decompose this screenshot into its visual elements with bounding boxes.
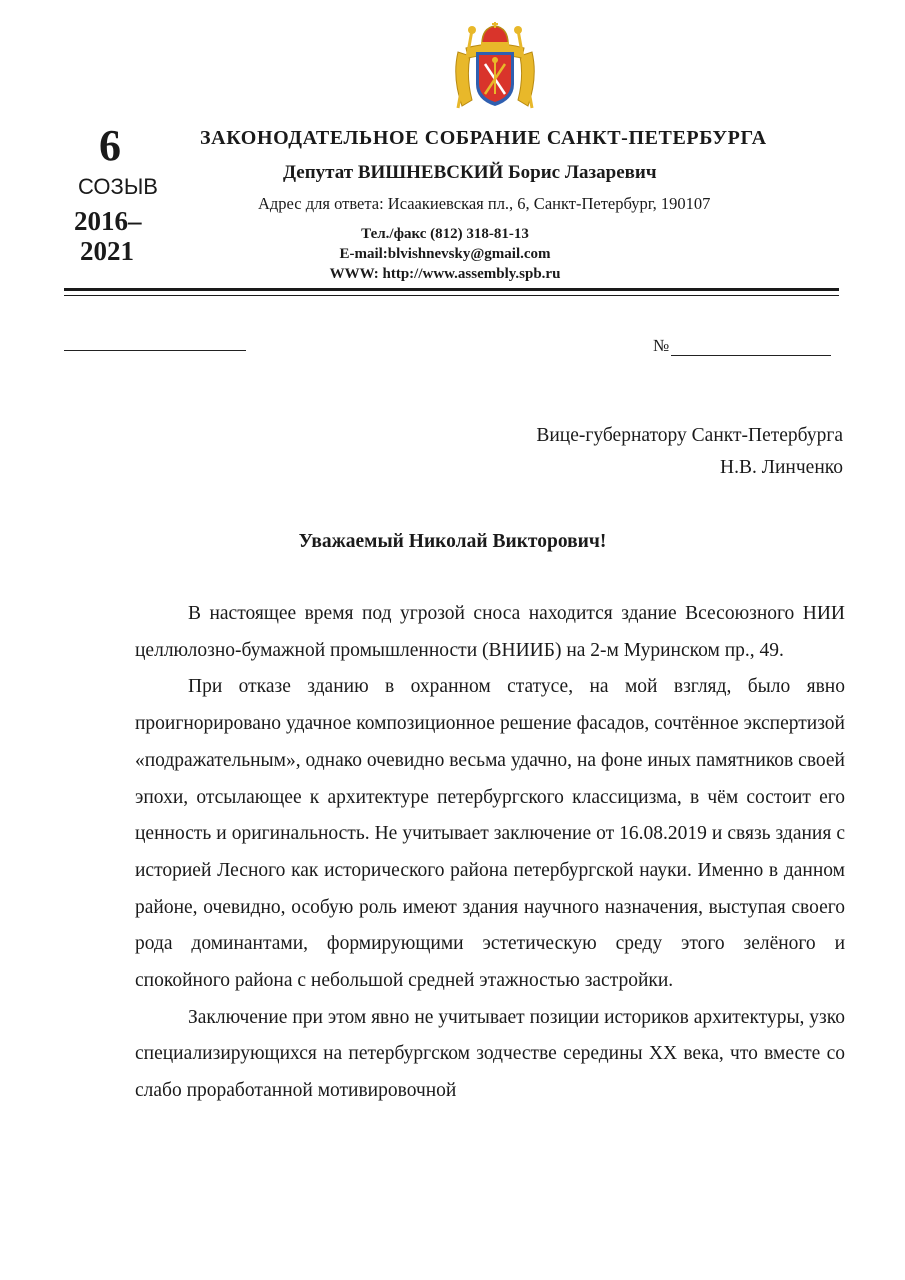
body-paragraph: При отказе зданию в охранном статусе, на мой взгляд, было явно проигнорировано удачное композиционное решение фасадов, сочтённое экспертизой «подражательным», однако очевидно весьма удачно, на фоне иных памятников своей эпохи, отсылающее к архитектуре петербургского классицизма, в чём состоит его ценность и оригинальность. Не учитывает заключение от 16.08.2019 и связь здания с историей Лесного как исторического района петербургской науки. Именно в данном районе, очевидно, особую роль имеют здания научного назначения, выступая своего рода доминантами, формирующими эстетическую среду этого зелёного и спокойного района с небольшой средней этажностью застройки. bbox=[135, 676, 845, 992]
reply-address: Адрес для ответа: Исаакиевская пл., 6, Санкт-Петербург, 190107 bbox=[258, 194, 711, 213]
deputy-name: Депутат ВИШНЕВСКИЙ Борис Лазаревич bbox=[283, 162, 657, 183]
header-divider-thin bbox=[64, 295, 839, 296]
phone-fax: Тел./факс (812) 318-81-13 bbox=[361, 226, 529, 242]
body-paragraph: В настоящее время под угрозой сноса находится здание Всесоюзного НИИ целлюлозно-бумажной промышленности (ВНИИБ) на 2-м Муринском пр., 49. bbox=[135, 603, 845, 661]
email: E-mail:blvishnevsky@gmail.com bbox=[339, 246, 551, 262]
number-sign: № bbox=[653, 336, 670, 355]
addressee-name: Н.В. Линченко bbox=[720, 457, 843, 478]
coat-of-arms-icon bbox=[452, 22, 538, 112]
letter-body bbox=[135, 596, 845, 1110]
convocation-label: СОЗЫВ bbox=[78, 174, 158, 199]
convocation-year-start: 2016– bbox=[74, 206, 142, 236]
header-divider-thick bbox=[64, 288, 839, 291]
date-blank-line bbox=[64, 350, 246, 351]
convocation-year-end: 2021 bbox=[80, 236, 134, 266]
body-paragraph: Заключение при этом явно не учитывает позиции историков архитектуры, узко специализирующихся на петербургском зодчестве середины XX века, что вместе со слабо проработанной мотивировочной bbox=[135, 1006, 845, 1102]
organization-name: ЗАКОНОДАТЕЛЬНОЕ СОБРАНИЕ САНКТ-ПЕТЕРБУРГА bbox=[200, 127, 767, 149]
convocation-years bbox=[74, 206, 184, 266]
addressee-block bbox=[536, 420, 843, 484]
salutation: Уважаемый Николай Викторович! bbox=[298, 531, 607, 552]
convocation-number: 6 bbox=[99, 121, 121, 170]
website: WWW: http://www.assembly.spb.ru bbox=[329, 266, 561, 282]
addressee-position: Вице-губернатору Санкт-Петербурга bbox=[536, 425, 843, 446]
number-blank-line bbox=[671, 341, 831, 356]
contacts-block bbox=[300, 224, 590, 284]
outgoing-number-field bbox=[653, 336, 831, 356]
